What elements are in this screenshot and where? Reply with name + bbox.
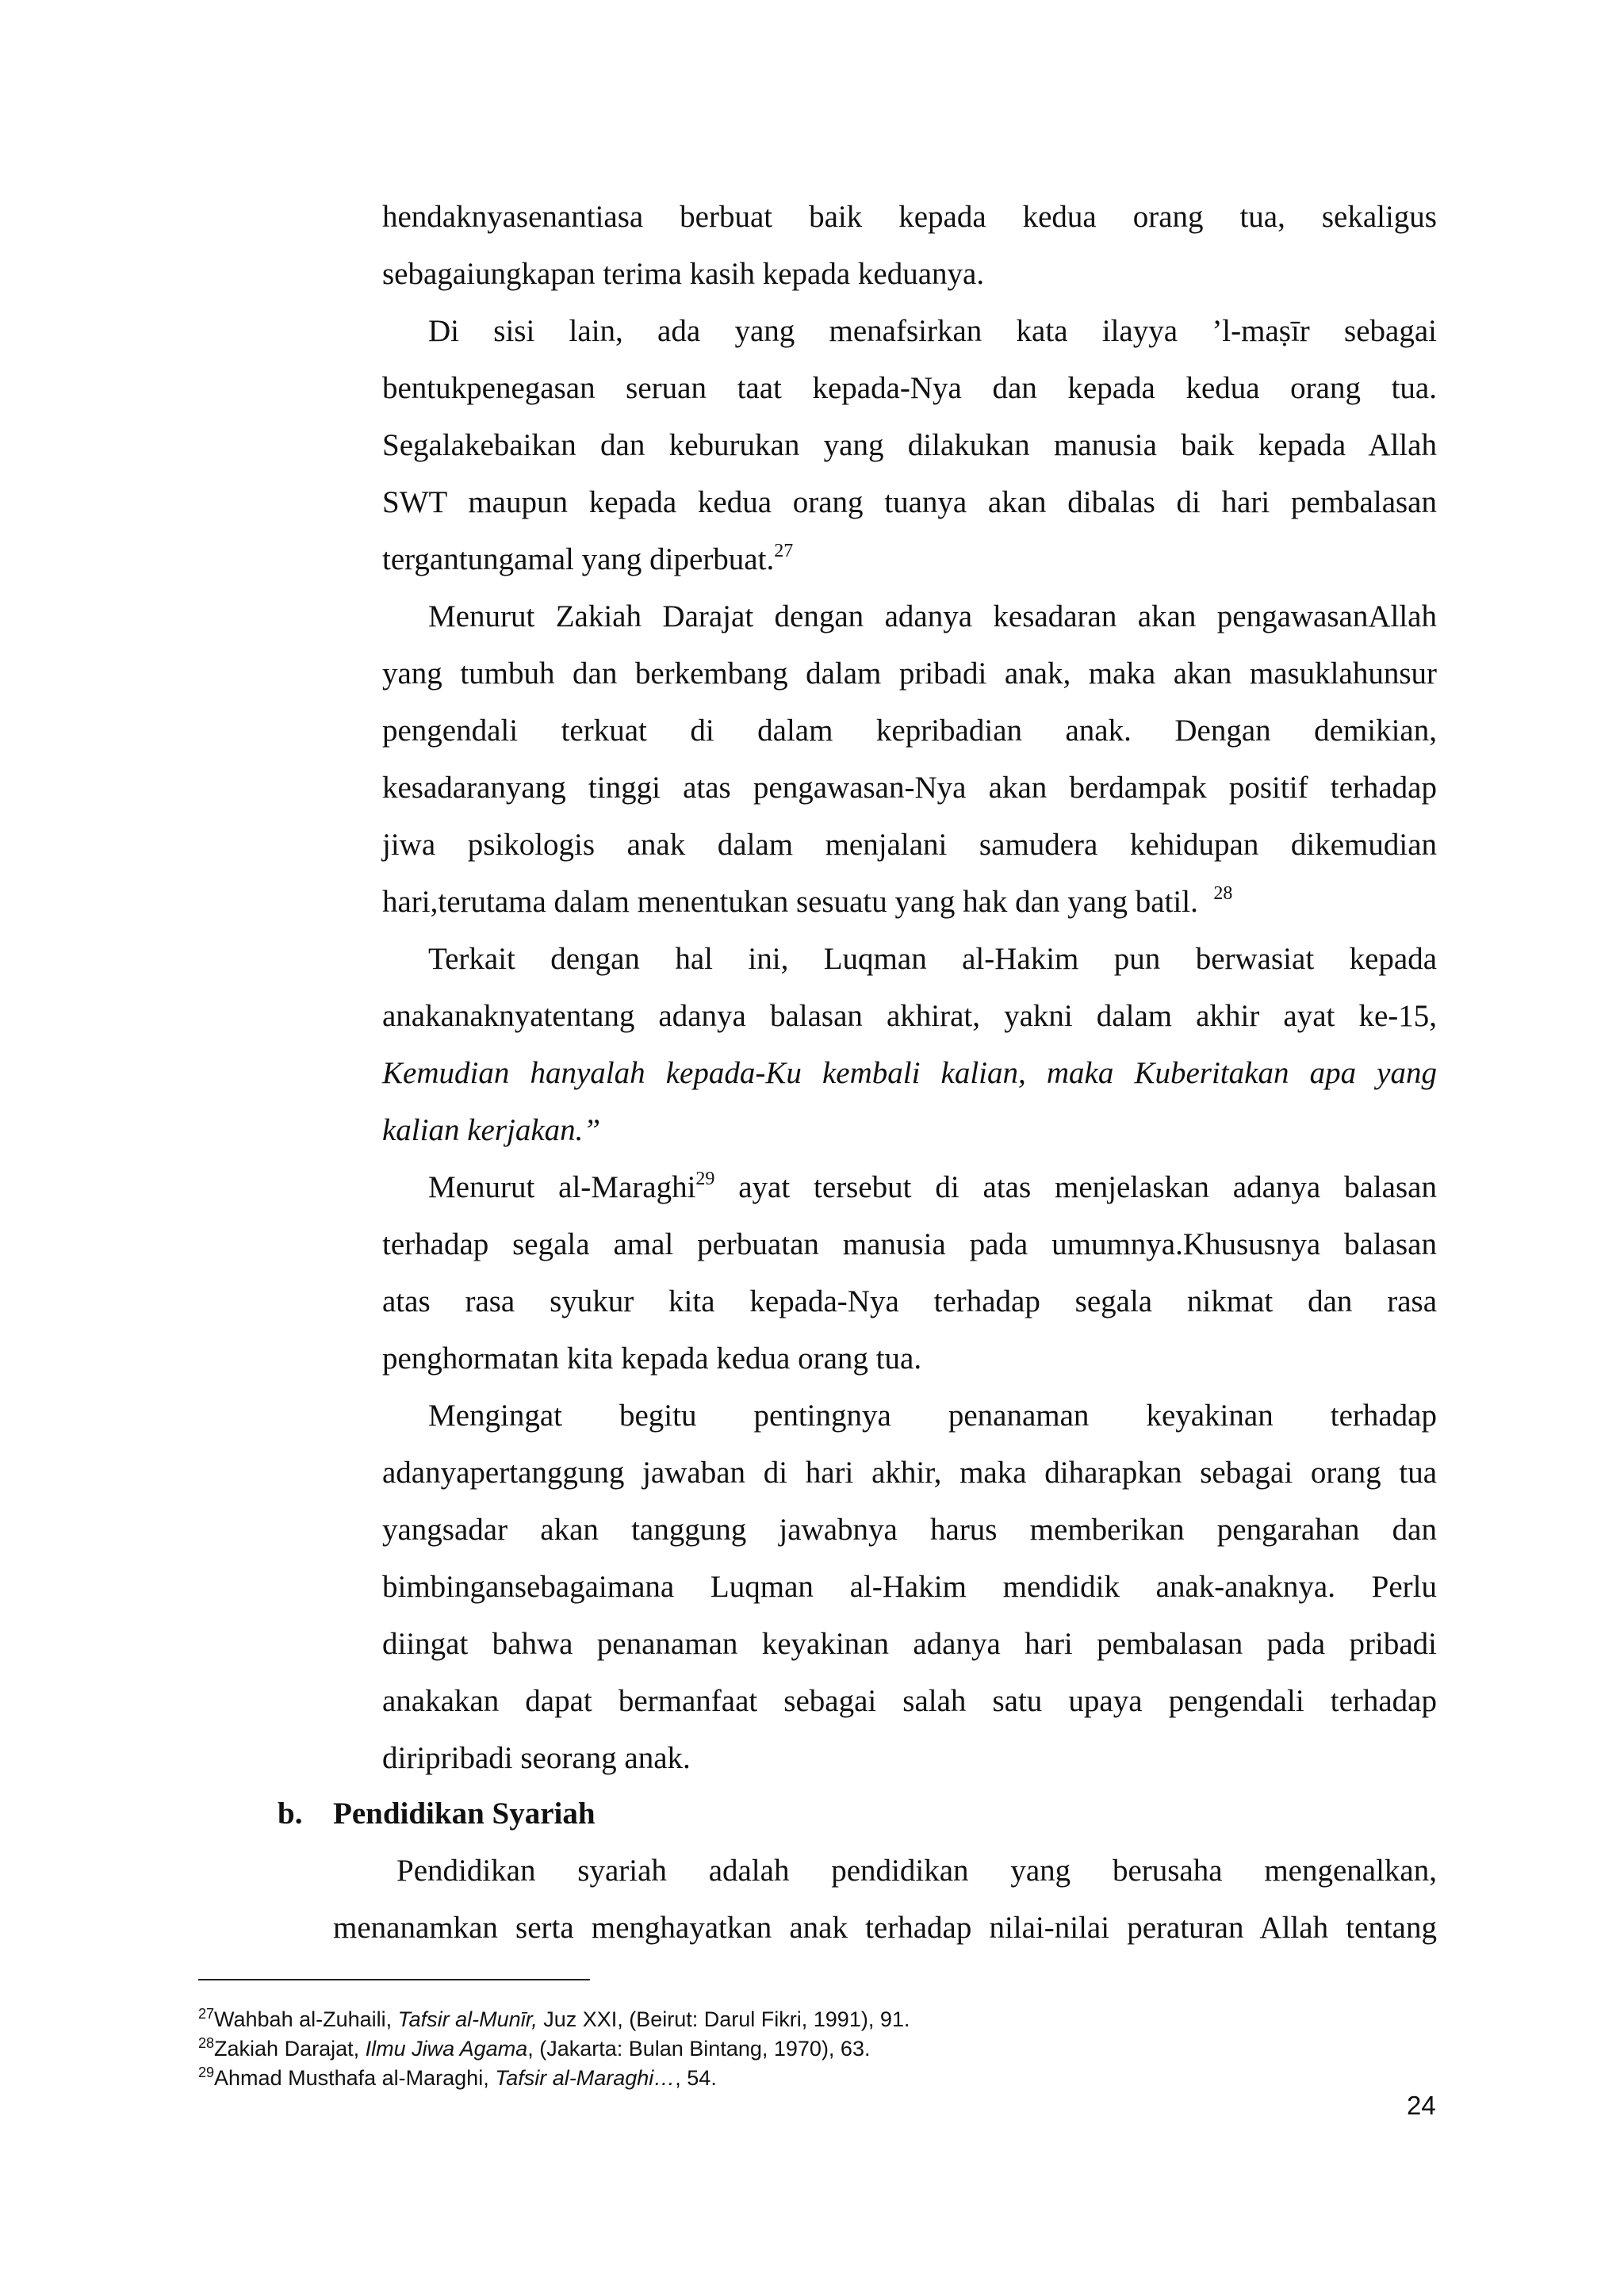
footnote-author: Wahbah al-Zuhaili,	[214, 2007, 398, 2031]
body-line-text: Menurut al-Maraghi	[428, 1170, 696, 1204]
footnote	[198, 2006, 910, 2033]
body-line: menanamkan serta menghayatkan anak terhadap nilai-nilai peraturan Allah tentang	[333, 1911, 1437, 1945]
footnote-ref: 27	[774, 541, 794, 561]
body-line: yangsadar akan tanggung jawabnya harus memberikan pengarahan dan	[382, 1513, 1437, 1547]
footnote	[198, 2035, 870, 2062]
body-line	[382, 539, 1437, 580]
section-letter: b.	[278, 1797, 303, 1831]
body-line	[428, 1167, 1437, 1208]
body-line: diingat bahwa penanaman keyakinan adanya hari pembalasan pada pribadi	[382, 1627, 1437, 1661]
footnote-author: Ahmad Musthafa al-Maraghi,	[214, 2066, 496, 2090]
body-line: sebagaiungkapan terima kasih kepada keduanya.	[382, 257, 985, 291]
body-line: penghormatan kita kepada kedua orang tua.	[382, 1341, 922, 1376]
footnote-ref: 28	[1213, 883, 1233, 904]
footnote-author: Zakiah Darajat,	[214, 2037, 366, 2061]
body-line-text: tergantungamal yang diperbuat.	[382, 542, 775, 576]
body-line: kesadaranyang tinggi atas pengawasan-Nya akan berdampak positif terhadap	[382, 771, 1437, 805]
footnote-number: 27	[198, 2006, 215, 2022]
footnote-title: Ilmu Jiwa Agama	[365, 2037, 528, 2061]
section-title: Pendidikan Syariah	[333, 1797, 596, 1831]
body-line: Segalakebaikan dan keburukan yang dilakukan manusia baik kepada Allah	[382, 428, 1437, 462]
footnote-detail: , 54.	[675, 2066, 717, 2090]
body-line: terhadap segala amal perbuatan manusia pada umumnya.Khususnya balasan	[382, 1227, 1437, 1261]
body-line: hendaknyasenantiasa berbuat baik kepada kedua orang tua, sekaligus	[382, 200, 1437, 234]
footnote-title: Tafsir al-Munīr,	[397, 2007, 538, 2031]
body-line: pengendali terkuat di dalam kepribadian anak. Dengan demikian,	[382, 714, 1437, 748]
footnote-detail: , (Jakarta: Bulan Bintang, 1970), 63.	[527, 2037, 871, 2061]
page-number: 24	[1407, 2091, 1436, 2120]
body-line: SWT maupun kepada kedua orang tuanya akan dibalas di hari pembalasan	[382, 485, 1437, 519]
footnote-ref: 29	[695, 1169, 715, 1189]
body-line: anakanaknyatentang adanya balasan akhirat, yakni dalam akhir ayat ke-15,	[382, 999, 1437, 1033]
body-line: Terkait dengan hal ini, Luqman al-Hakim pun berwasiat kepada	[428, 942, 1437, 976]
quote-line: kalian kerjakan.”	[382, 1113, 601, 1147]
body-line: Di sisi lain, ada yang menafsirkan kata ilayya ’l-maṣīr sebagai	[428, 314, 1437, 348]
body-line-text: hari,terutama dalam menentukan sesuatu yang hak dan yang batil.	[382, 885, 1198, 919]
body-line: adanyapertanggung jawaban di hari akhir, maka diharapkan sebagai orang tua	[382, 1456, 1437, 1490]
body-line-text: ayat tersebut di atas menjelaskan adanya balasan	[738, 1170, 1437, 1204]
body-line: Pendidikan syariah adalah pendidikan yang berusaha mengenalkan,	[396, 1854, 1437, 1888]
body-line: Menurut Zakiah Darajat dengan adanya kesadaran akan pengawasanAllah	[428, 599, 1437, 633]
body-line: yang tumbuh dan berkembang dalam pribadi anak, maka akan masuklahunsur	[382, 656, 1437, 691]
body-line: anakakan dapat bermanfaat sebagai salah satu upaya pengendali terhadap	[382, 1684, 1437, 1718]
body-line: bentukpenegasan seruan taat kepada-Nya dan kepada kedua orang tua.	[382, 371, 1437, 405]
footnote-detail: Juz XXI, (Beirut: Darul Fikri, 1991), 91.	[537, 2007, 910, 2031]
body-line: Mengingat begitu pentingnya penanaman keyakinan terhadap	[428, 1399, 1437, 1433]
footnote	[198, 2064, 717, 2091]
quote-line: Kemudian hanyalah kepada-Ku kembali kalian, maka Kuberitakan apa yang	[382, 1056, 1437, 1090]
section-heading	[278, 1793, 596, 1835]
footnote-separator	[198, 1979, 590, 1980]
footnote-title: Tafsir al-Maraghi…	[495, 2066, 676, 2090]
body-line	[382, 882, 1437, 923]
body-line: atas rasa syukur kita kepada-Nya terhadap segala nikmat dan rasa	[382, 1284, 1437, 1318]
body-line: bimbingansebagaimana Luqman al-Hakim mendidik anak-anaknya. Perlu	[382, 1570, 1437, 1604]
footnote-number: 29	[198, 2064, 215, 2080]
body-line: jiwa psikologis anak dalam menjalani samudera kehidupan dikemudian	[382, 828, 1437, 862]
body-line: diripribadi seorang anak.	[382, 1741, 691, 1775]
footnote-number: 28	[198, 2035, 215, 2051]
